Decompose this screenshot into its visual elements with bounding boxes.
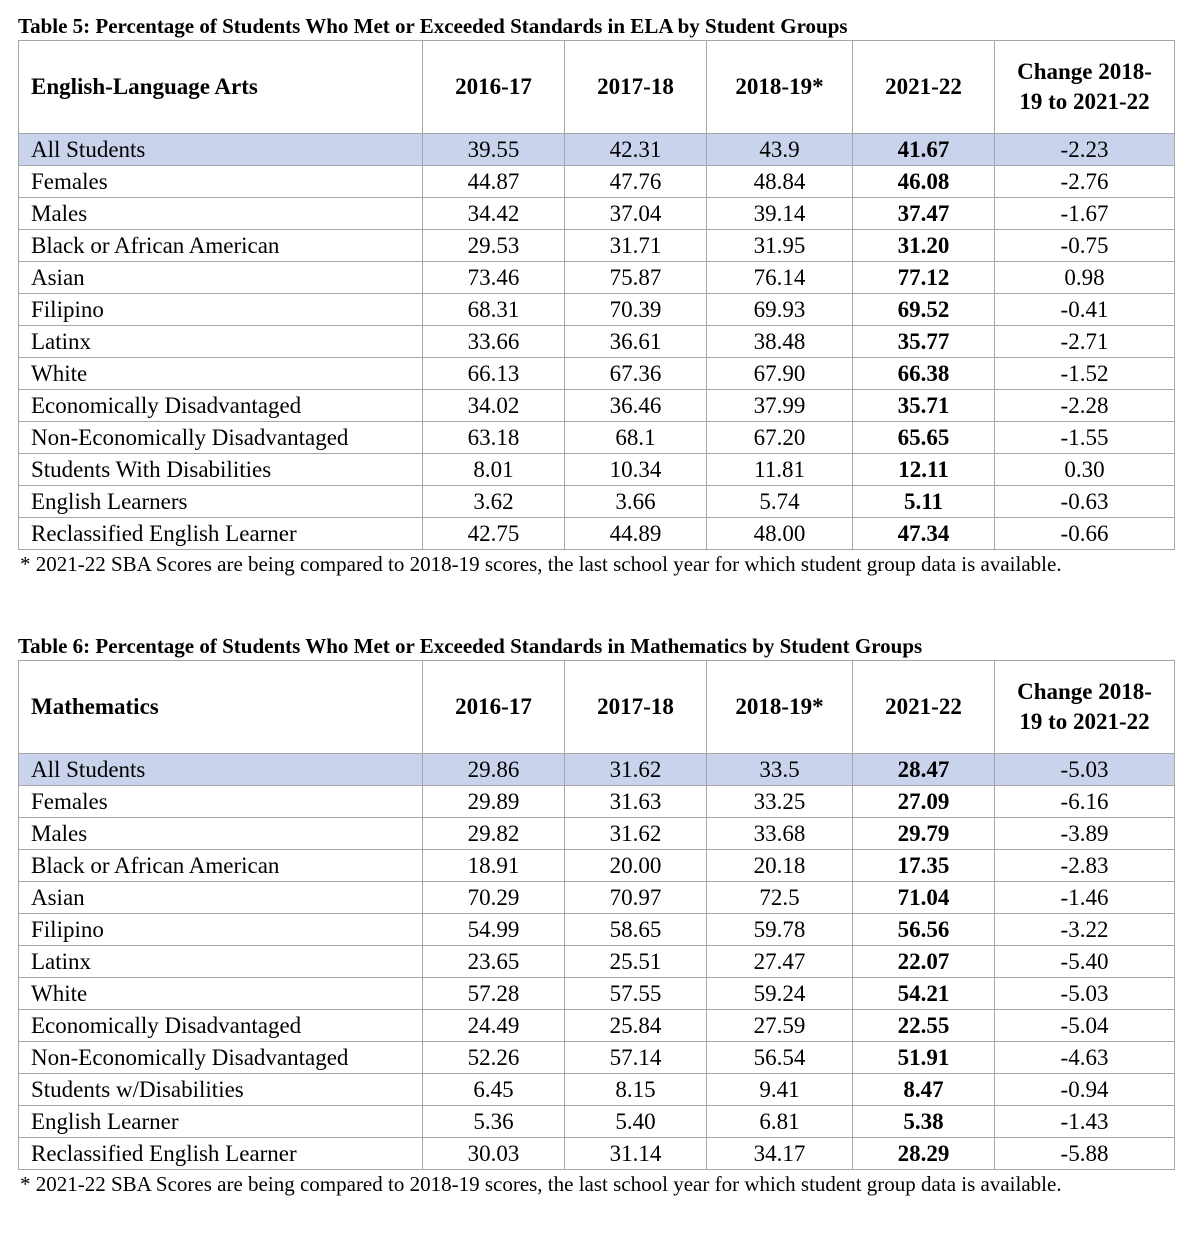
- table-cell: 8.47: [853, 1074, 995, 1106]
- table-cell: 70.29: [423, 882, 565, 914]
- row-label: Filipino: [19, 914, 423, 946]
- table-cell: 27.59: [707, 1010, 853, 1042]
- table6-body: [19, 754, 1175, 1170]
- table-cell: 57.28: [423, 978, 565, 1010]
- table-cell: -2.23: [995, 134, 1175, 166]
- row-label: English Learners: [19, 486, 423, 518]
- table-row: [19, 422, 1175, 454]
- table-cell: 38.48: [707, 326, 853, 358]
- table5-header-4: 2021-22: [853, 41, 995, 134]
- row-label: Black or African American: [19, 850, 423, 882]
- table6-header-2: 2017-18: [565, 661, 707, 754]
- row-label: Males: [19, 198, 423, 230]
- row-label: Males: [19, 818, 423, 850]
- table-cell: 29.53: [423, 230, 565, 262]
- table5-footnote: * 2021-22 SBA Scores are being compared to 2018-19 scores, the last school year for which student group data is available.: [20, 552, 1062, 576]
- table-row: [19, 1106, 1175, 1138]
- table-cell: 46.08: [853, 166, 995, 198]
- table-cell: 56.54: [707, 1042, 853, 1074]
- table-row: [19, 818, 1175, 850]
- table-row: [19, 1042, 1175, 1074]
- table-cell: 33.66: [423, 326, 565, 358]
- table-cell: 31.62: [565, 818, 707, 850]
- table-cell: -6.16: [995, 786, 1175, 818]
- table-row: [19, 850, 1175, 882]
- table-cell: 0.98: [995, 262, 1175, 294]
- table-cell: -5.03: [995, 978, 1175, 1010]
- table-cell: 69.93: [707, 294, 853, 326]
- table5-header-0: English-Language Arts: [19, 41, 423, 134]
- table-cell: 34.42: [423, 198, 565, 230]
- row-label: English Learner: [19, 1106, 423, 1138]
- table-cell: -0.41: [995, 294, 1175, 326]
- table-cell: 66.13: [423, 358, 565, 390]
- table-cell: -1.67: [995, 198, 1175, 230]
- table-cell: 72.5: [707, 882, 853, 914]
- table-cell: -5.40: [995, 946, 1175, 978]
- table-cell: 11.81: [707, 454, 853, 486]
- table-cell: 25.51: [565, 946, 707, 978]
- table-cell: 20.18: [707, 850, 853, 882]
- table-cell: 27.09: [853, 786, 995, 818]
- table5-header-5: Change 2018-19 to 2021-22: [995, 41, 1175, 134]
- table-cell: 5.40: [565, 1106, 707, 1138]
- table-cell: -2.28: [995, 390, 1175, 422]
- row-label: Females: [19, 786, 423, 818]
- table6-section: [18, 632, 1176, 1196]
- table-row: [19, 134, 1175, 166]
- table-cell: 33.5: [707, 754, 853, 786]
- table-row: [19, 166, 1175, 198]
- table6-header-0: Mathematics: [19, 661, 423, 754]
- table-cell: 73.46: [423, 262, 565, 294]
- table-row: [19, 786, 1175, 818]
- table-cell: -2.83: [995, 850, 1175, 882]
- table-cell: -1.43: [995, 1106, 1175, 1138]
- table-cell: 67.20: [707, 422, 853, 454]
- table-cell: 56.56: [853, 914, 995, 946]
- table-cell: -0.75: [995, 230, 1175, 262]
- table-cell: 43.9: [707, 134, 853, 166]
- table-cell: 31.95: [707, 230, 853, 262]
- table-cell: 48.00: [707, 518, 853, 550]
- table-cell: 42.31: [565, 134, 707, 166]
- table-cell: 77.12: [853, 262, 995, 294]
- table-cell: 12.11: [853, 454, 995, 486]
- table-cell: -5.88: [995, 1138, 1175, 1170]
- table-cell: 51.91: [853, 1042, 995, 1074]
- row-label: All Students: [19, 134, 423, 166]
- table-cell: 6.45: [423, 1074, 565, 1106]
- table-cell: 57.55: [565, 978, 707, 1010]
- table6-caption: Table 6: Percentage of Students Who Met or Exceeded Standards in Mathematics by Student Groups: [18, 634, 923, 658]
- table5-header-3: 2018-19*: [707, 41, 853, 134]
- table-cell: 33.25: [707, 786, 853, 818]
- table-cell: 5.11: [853, 486, 995, 518]
- table-cell: 59.24: [707, 978, 853, 1010]
- table-cell: -2.71: [995, 326, 1175, 358]
- table6-header-5: Change 2018-19 to 2021-22: [995, 661, 1175, 754]
- table-row: [19, 454, 1175, 486]
- table-cell: 34.17: [707, 1138, 853, 1170]
- table-cell: 6.81: [707, 1106, 853, 1138]
- table-row: [19, 486, 1175, 518]
- row-label: Economically Disadvantaged: [19, 1010, 423, 1042]
- table-cell: 70.39: [565, 294, 707, 326]
- table-cell: 29.86: [423, 754, 565, 786]
- row-label: White: [19, 978, 423, 1010]
- table-cell: 39.55: [423, 134, 565, 166]
- table-cell: 29.82: [423, 818, 565, 850]
- table6-footnote: * 2021-22 SBA Scores are being compared to 2018-19 scores, the last school year for which student group data is available.: [20, 1172, 1062, 1196]
- table-cell: 65.65: [853, 422, 995, 454]
- table-cell: 37.99: [707, 390, 853, 422]
- table5: [18, 40, 1175, 550]
- table-cell: 67.36: [565, 358, 707, 390]
- table-cell: 29.89: [423, 786, 565, 818]
- table-cell: 28.47: [853, 754, 995, 786]
- table-cell: 24.49: [423, 1010, 565, 1042]
- table-row: [19, 518, 1175, 550]
- table-cell: 76.14: [707, 262, 853, 294]
- table5-section: [18, 12, 1176, 576]
- table-cell: 3.66: [565, 486, 707, 518]
- table5-header-1: 2016-17: [423, 41, 565, 134]
- row-label: Economically Disadvantaged: [19, 390, 423, 422]
- table-cell: 68.1: [565, 422, 707, 454]
- table-cell: 47.76: [565, 166, 707, 198]
- row-label: Females: [19, 166, 423, 198]
- table-cell: 5.36: [423, 1106, 565, 1138]
- table-cell: 18.91: [423, 850, 565, 882]
- table-row: [19, 294, 1175, 326]
- table-cell: 29.79: [853, 818, 995, 850]
- table-cell: 52.26: [423, 1042, 565, 1074]
- table-row: [19, 1010, 1175, 1042]
- table-cell: -1.55: [995, 422, 1175, 454]
- table6-header-4: 2021-22: [853, 661, 995, 754]
- table-cell: 9.41: [707, 1074, 853, 1106]
- table-cell: 48.84: [707, 166, 853, 198]
- table-cell: 31.62: [565, 754, 707, 786]
- row-label: All Students: [19, 754, 423, 786]
- table-row: [19, 390, 1175, 422]
- table-cell: -0.63: [995, 486, 1175, 518]
- table-row: [19, 198, 1175, 230]
- row-label: Reclassified English Learner: [19, 518, 423, 550]
- table-cell: -3.22: [995, 914, 1175, 946]
- table-cell: 54.21: [853, 978, 995, 1010]
- table6: [18, 660, 1175, 1170]
- table-cell: 57.14: [565, 1042, 707, 1074]
- table-cell: 70.97: [565, 882, 707, 914]
- table6-header-1: 2016-17: [423, 661, 565, 754]
- table-cell: -4.63: [995, 1042, 1175, 1074]
- table-cell: 8.15: [565, 1074, 707, 1106]
- row-label: Students With Disabilities: [19, 454, 423, 486]
- table5-body: [19, 134, 1175, 550]
- row-label: Students w/Disabilities: [19, 1074, 423, 1106]
- table-cell: 22.55: [853, 1010, 995, 1042]
- table-cell: 54.99: [423, 914, 565, 946]
- table-cell: 41.67: [853, 134, 995, 166]
- table-row: [19, 914, 1175, 946]
- row-label: Asian: [19, 882, 423, 914]
- table-cell: 31.14: [565, 1138, 707, 1170]
- table-row: [19, 262, 1175, 294]
- table-cell: 0.30: [995, 454, 1175, 486]
- table-cell: 20.00: [565, 850, 707, 882]
- table-cell: 69.52: [853, 294, 995, 326]
- table-cell: 23.65: [423, 946, 565, 978]
- table-cell: -5.03: [995, 754, 1175, 786]
- table-cell: 36.61: [565, 326, 707, 358]
- table-cell: -0.94: [995, 1074, 1175, 1106]
- table-cell: 67.90: [707, 358, 853, 390]
- table-cell: 35.77: [853, 326, 995, 358]
- table-cell: 28.29: [853, 1138, 995, 1170]
- table-cell: 33.68: [707, 818, 853, 850]
- table-cell: 10.34: [565, 454, 707, 486]
- table-cell: 25.84: [565, 1010, 707, 1042]
- table-cell: 42.75: [423, 518, 565, 550]
- row-label: Non-Economically Disadvantaged: [19, 1042, 423, 1074]
- table-cell: 5.38: [853, 1106, 995, 1138]
- table-cell: 36.46: [565, 390, 707, 422]
- table-cell: 47.34: [853, 518, 995, 550]
- table-row: [19, 882, 1175, 914]
- table-cell: 3.62: [423, 486, 565, 518]
- table-cell: -3.89: [995, 818, 1175, 850]
- row-label: Non-Economically Disadvantaged: [19, 422, 423, 454]
- row-label: Filipino: [19, 294, 423, 326]
- table-row: [19, 358, 1175, 390]
- table-cell: 22.07: [853, 946, 995, 978]
- table-row: [19, 754, 1175, 786]
- table-cell: 5.74: [707, 486, 853, 518]
- table5-header-2: 2017-18: [565, 41, 707, 134]
- table6-header-row: [19, 661, 1175, 754]
- table-cell: 44.89: [565, 518, 707, 550]
- table-row: [19, 1074, 1175, 1106]
- table-cell: 58.65: [565, 914, 707, 946]
- table-cell: 37.04: [565, 198, 707, 230]
- row-label: Asian: [19, 262, 423, 294]
- table-cell: 59.78: [707, 914, 853, 946]
- table-row: [19, 230, 1175, 262]
- table-cell: 8.01: [423, 454, 565, 486]
- table-cell: 63.18: [423, 422, 565, 454]
- table6-header-3: 2018-19*: [707, 661, 853, 754]
- table-cell: -0.66: [995, 518, 1175, 550]
- table-cell: -2.76: [995, 166, 1175, 198]
- table5-header-row: [19, 41, 1175, 134]
- table-cell: -1.52: [995, 358, 1175, 390]
- row-label: White: [19, 358, 423, 390]
- table-cell: 39.14: [707, 198, 853, 230]
- table-cell: 68.31: [423, 294, 565, 326]
- table-cell: 31.20: [853, 230, 995, 262]
- table-row: [19, 978, 1175, 1010]
- table-row: [19, 946, 1175, 978]
- table-cell: 34.02: [423, 390, 565, 422]
- table-cell: 66.38: [853, 358, 995, 390]
- row-label: Latinx: [19, 946, 423, 978]
- table-cell: -5.04: [995, 1010, 1175, 1042]
- table-cell: 17.35: [853, 850, 995, 882]
- table5-caption: Table 5: Percentage of Students Who Met or Exceeded Standards in ELA by Student Groups: [18, 14, 848, 38]
- table-cell: 44.87: [423, 166, 565, 198]
- table-cell: 31.63: [565, 786, 707, 818]
- row-label: Black or African American: [19, 230, 423, 262]
- table-cell: 31.71: [565, 230, 707, 262]
- table-row: [19, 326, 1175, 358]
- table-cell: 35.71: [853, 390, 995, 422]
- row-label: Latinx: [19, 326, 423, 358]
- row-label: Reclassified English Learner: [19, 1138, 423, 1170]
- table-cell: 27.47: [707, 946, 853, 978]
- table-cell: 30.03: [423, 1138, 565, 1170]
- table-cell: 71.04: [853, 882, 995, 914]
- table-cell: 37.47: [853, 198, 995, 230]
- table-cell: 75.87: [565, 262, 707, 294]
- table-row: [19, 1138, 1175, 1170]
- table-cell: -1.46: [995, 882, 1175, 914]
